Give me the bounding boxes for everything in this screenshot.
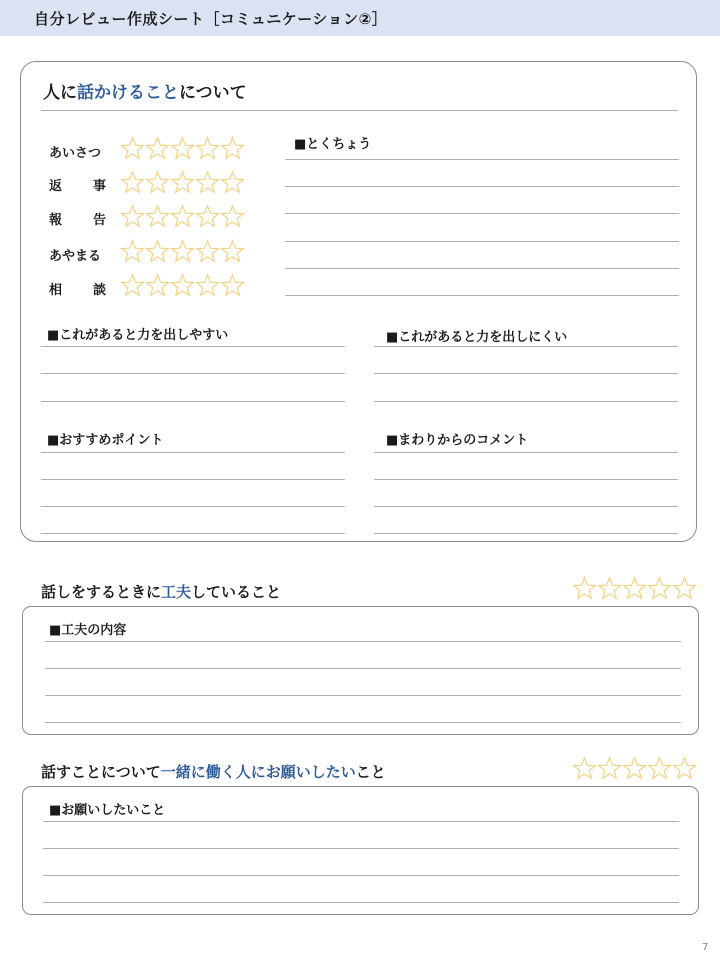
star-outline-icon[interactable] bbox=[622, 576, 647, 601]
star-outline-icon[interactable] bbox=[220, 273, 245, 298]
comment-label: ■まわりからのコメント bbox=[386, 433, 529, 448]
star-outline-icon[interactable] bbox=[170, 273, 195, 298]
star-outline-icon[interactable] bbox=[220, 136, 245, 161]
section2-line-4[interactable] bbox=[45, 722, 681, 723]
star-outline-icon[interactable] bbox=[622, 756, 647, 781]
star-outline-icon[interactable] bbox=[170, 204, 195, 229]
star-outline-icon[interactable] bbox=[145, 136, 170, 161]
section3-line-2[interactable] bbox=[43, 848, 679, 849]
rating-label-consult: 相談 bbox=[49, 283, 138, 298]
section3-title-prefix: 話すことについて bbox=[41, 763, 161, 781]
star-rating-apologize[interactable] bbox=[120, 239, 245, 264]
main-heading-suffix: について bbox=[179, 83, 247, 103]
section3-title-suffix: こと bbox=[355, 763, 386, 781]
hard-label: ■これがあると力を出しにくい bbox=[386, 330, 568, 345]
star-outline-icon[interactable] bbox=[120, 204, 145, 229]
star-rating-report[interactable] bbox=[120, 204, 245, 229]
section3-line-4[interactable] bbox=[43, 902, 679, 903]
star-outline-icon[interactable] bbox=[170, 136, 195, 161]
section2-title-suffix: していること bbox=[191, 583, 282, 601]
star-outline-icon[interactable] bbox=[647, 756, 672, 781]
heading-underline bbox=[41, 110, 678, 111]
page-number: 7 bbox=[702, 942, 709, 953]
star-outline-icon[interactable] bbox=[145, 204, 170, 229]
comment-line-3[interactable] bbox=[374, 506, 678, 507]
easy-line-1[interactable] bbox=[41, 346, 345, 347]
main-heading-prefix: 人に bbox=[43, 83, 77, 103]
features-line-3[interactable] bbox=[285, 213, 679, 214]
star-outline-icon[interactable] bbox=[597, 576, 622, 601]
star-outline-icon[interactable] bbox=[220, 170, 245, 195]
star-outline-icon[interactable] bbox=[220, 239, 245, 264]
section2-line-2[interactable] bbox=[45, 668, 681, 669]
star-outline-icon[interactable] bbox=[145, 273, 170, 298]
star-outline-icon[interactable] bbox=[145, 170, 170, 195]
star-outline-icon[interactable] bbox=[220, 204, 245, 229]
star-outline-icon[interactable] bbox=[572, 756, 597, 781]
star-outline-icon[interactable] bbox=[672, 756, 697, 781]
section3-title-highlight: 一緒に働く人にお願いしたい bbox=[160, 763, 356, 781]
hard-line-3[interactable] bbox=[374, 401, 678, 402]
star-outline-icon[interactable] bbox=[195, 273, 220, 298]
star-rating-reply[interactable] bbox=[120, 170, 245, 195]
recommend-line-1[interactable] bbox=[41, 452, 345, 453]
section2-title-prefix: 話しをするときに bbox=[41, 583, 162, 601]
section3-line-3[interactable] bbox=[43, 875, 679, 876]
star-outline-icon[interactable] bbox=[672, 576, 697, 601]
section2-field-label: ■工夫の内容 bbox=[49, 623, 127, 638]
rating-label-report: 報告 bbox=[49, 213, 138, 228]
rating-label-greeting: あいさつ bbox=[49, 146, 102, 161]
star-outline-icon[interactable] bbox=[120, 239, 145, 264]
easy-line-3[interactable] bbox=[41, 401, 345, 402]
hard-line-1[interactable] bbox=[374, 346, 678, 347]
star-outline-icon[interactable] bbox=[195, 170, 220, 195]
easy-label: ■これがあると力を出しやすい bbox=[47, 328, 229, 343]
star-outline-icon[interactable] bbox=[572, 576, 597, 601]
star-rating-greeting[interactable] bbox=[120, 136, 245, 161]
section3-field-label: ■お願いしたいこと bbox=[49, 803, 166, 818]
star-outline-icon[interactable] bbox=[120, 273, 145, 298]
star-outline-icon[interactable] bbox=[597, 756, 622, 781]
features-line-5[interactable] bbox=[285, 268, 679, 269]
star-outline-icon[interactable] bbox=[195, 204, 220, 229]
features-line-1[interactable] bbox=[285, 159, 679, 160]
section2-title-highlight: 工夫 bbox=[161, 583, 192, 601]
section2-line-1[interactable] bbox=[45, 641, 681, 642]
star-outline-icon[interactable] bbox=[170, 239, 195, 264]
main-heading bbox=[43, 78, 247, 103]
features-line-4[interactable] bbox=[285, 241, 679, 242]
section3-title bbox=[41, 761, 386, 782]
recommend-label: ■おすすめポイント bbox=[47, 433, 164, 448]
star-outline-icon[interactable] bbox=[120, 136, 145, 161]
star-outline-icon[interactable] bbox=[195, 239, 220, 264]
comment-line-4[interactable] bbox=[374, 533, 678, 534]
features-label: ■とくちょう bbox=[294, 137, 372, 152]
section3-star-rating[interactable] bbox=[572, 756, 697, 781]
recommend-line-4[interactable] bbox=[41, 533, 345, 534]
star-outline-icon[interactable] bbox=[145, 239, 170, 264]
star-outline-icon[interactable] bbox=[120, 170, 145, 195]
section3-line-1[interactable] bbox=[43, 821, 679, 822]
star-outline-icon[interactable] bbox=[170, 170, 195, 195]
recommend-line-2[interactable] bbox=[41, 479, 345, 480]
rating-label-reply: 返事 bbox=[49, 179, 138, 194]
section2-title bbox=[41, 581, 281, 602]
star-outline-icon[interactable] bbox=[647, 576, 672, 601]
main-heading-highlight: 話かけること bbox=[77, 83, 179, 103]
section2-line-3[interactable] bbox=[45, 695, 681, 696]
features-line-6[interactable] bbox=[285, 295, 679, 296]
page-title: 自分レビュー作成シート［コミュニケーション②］ bbox=[34, 10, 388, 28]
features-line-2[interactable] bbox=[285, 186, 679, 187]
section2-star-rating[interactable] bbox=[572, 576, 697, 601]
easy-line-2[interactable] bbox=[41, 373, 345, 374]
star-outline-icon[interactable] bbox=[195, 136, 220, 161]
recommend-line-3[interactable] bbox=[41, 506, 345, 507]
rating-label-apologize: あやまる bbox=[49, 249, 102, 264]
comment-line-1[interactable] bbox=[374, 452, 678, 453]
comment-line-2[interactable] bbox=[374, 479, 678, 480]
star-rating-consult[interactable] bbox=[120, 273, 245, 298]
hard-line-2[interactable] bbox=[374, 373, 678, 374]
